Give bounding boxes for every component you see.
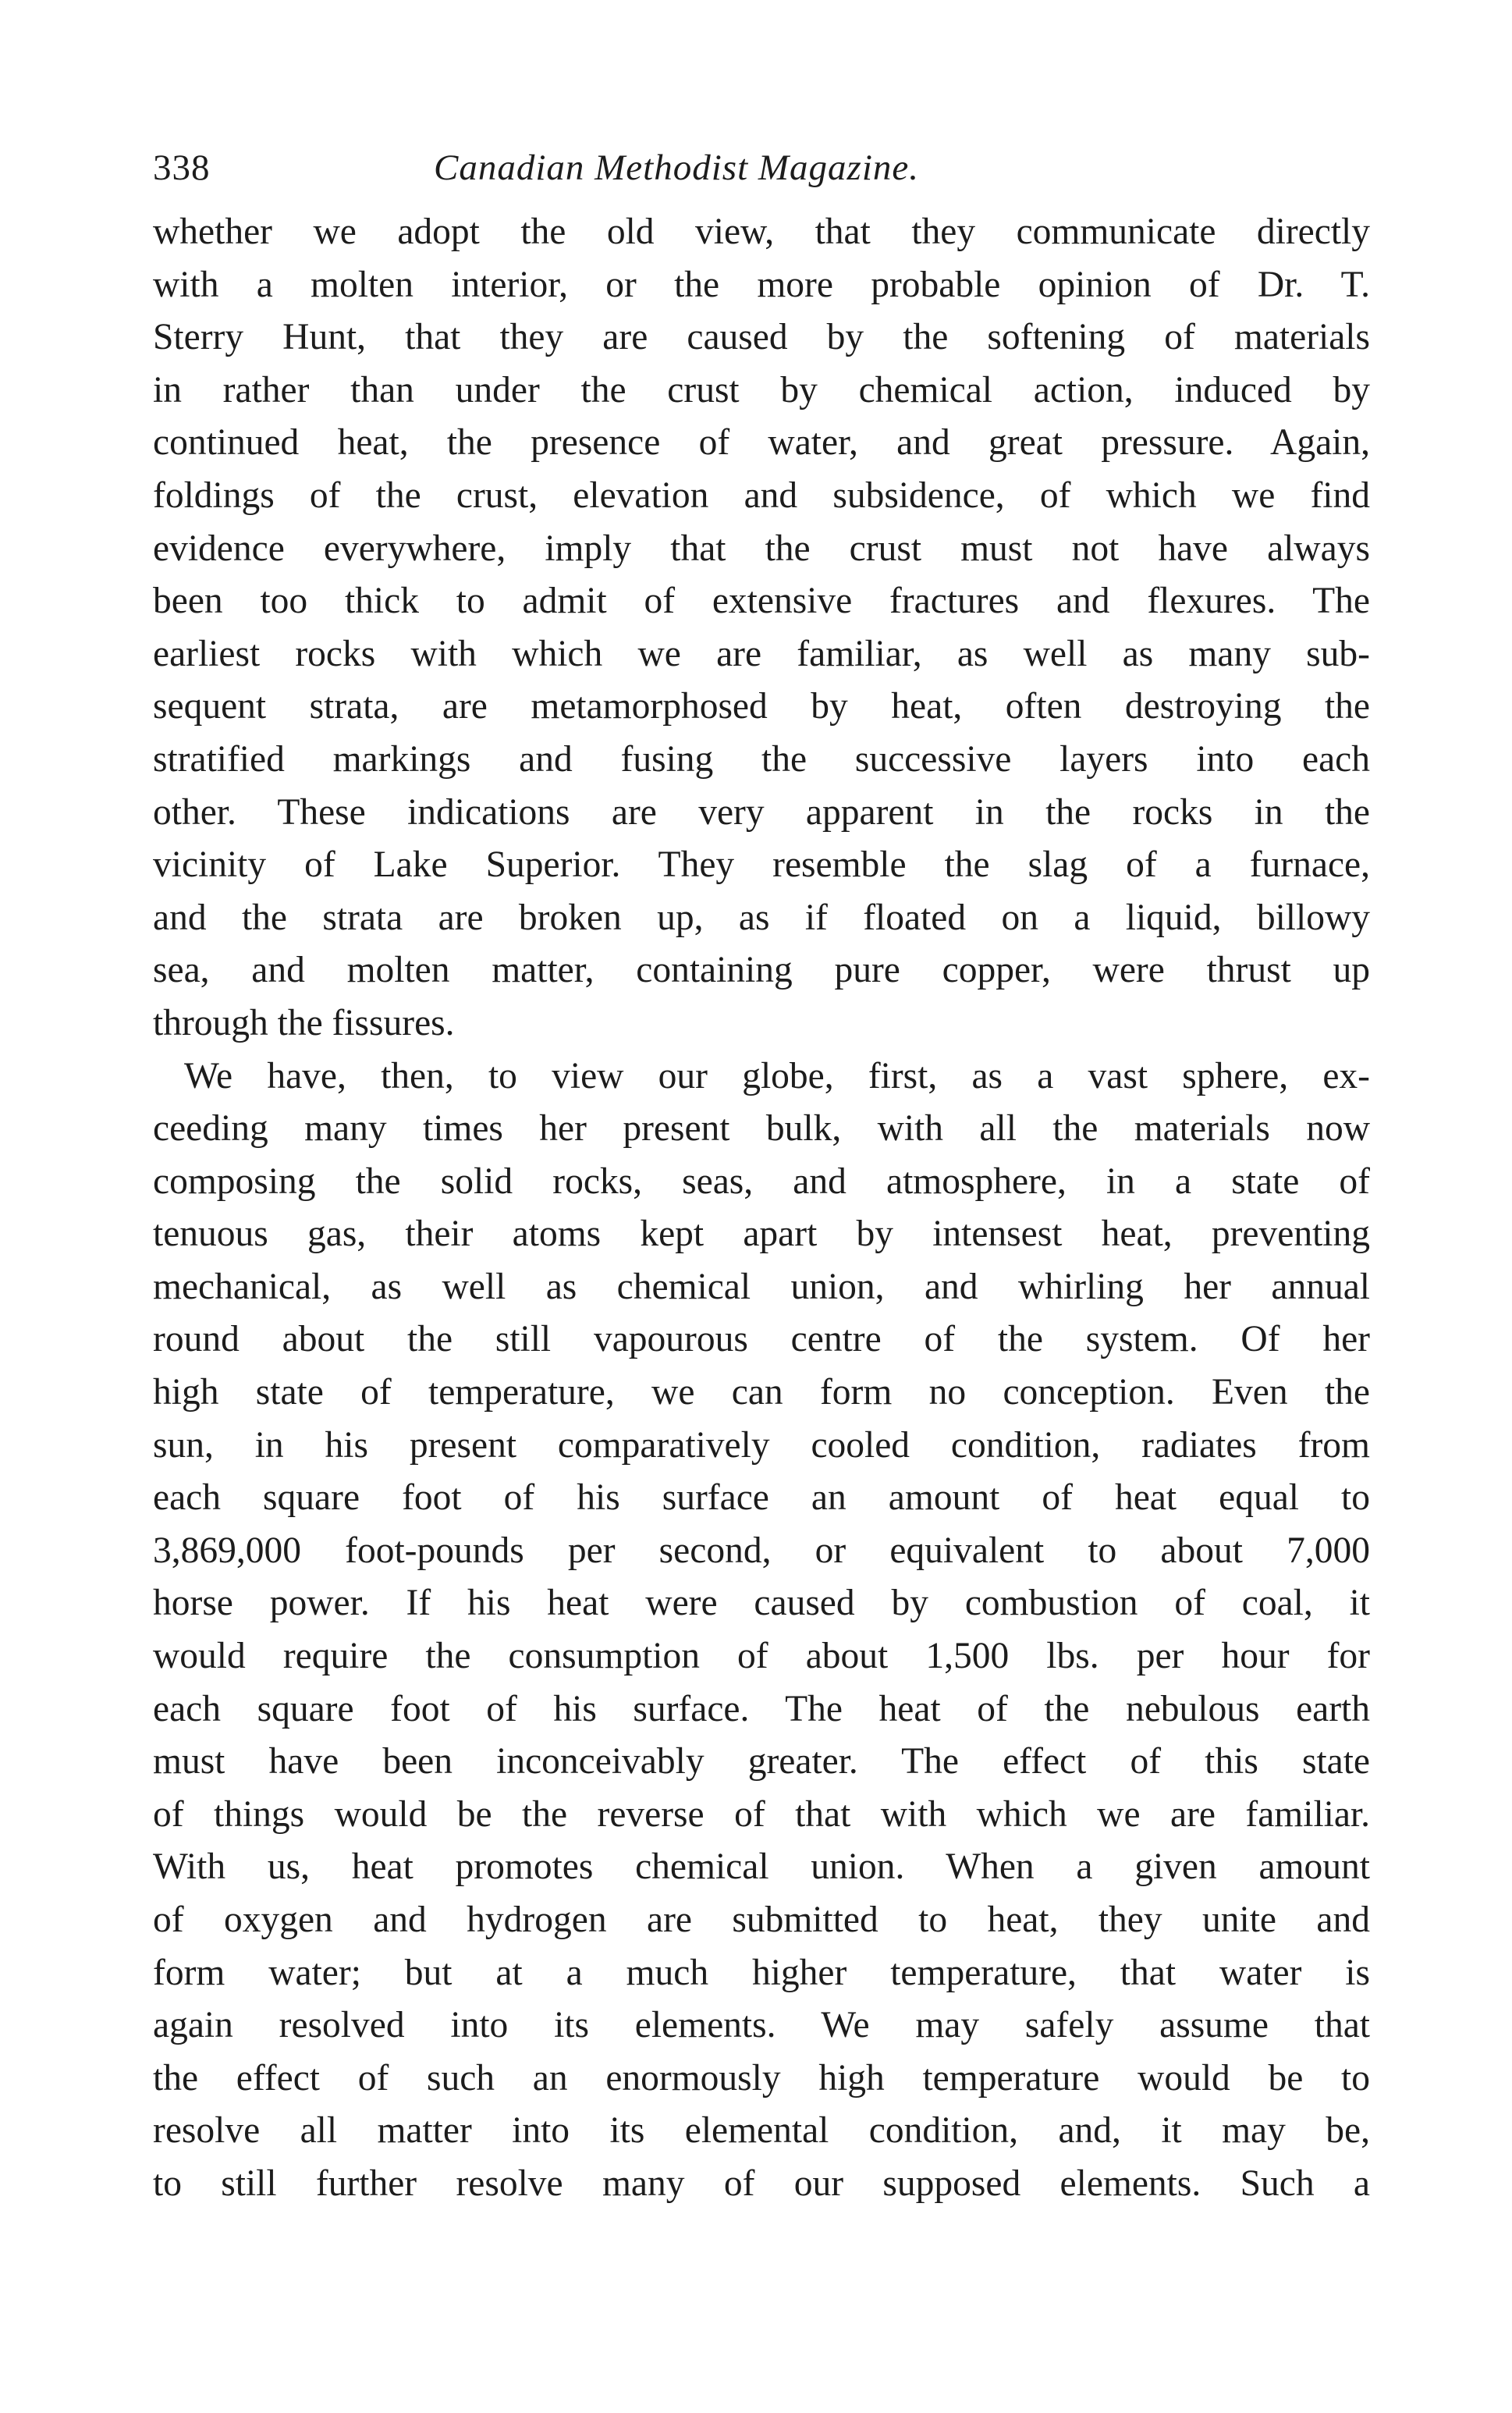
text-line: resolve all matter into its elemental condition, and, it may be,: [153, 2110, 1370, 2152]
text-line: been too thick to admit of extensive fractures and flexures. The: [153, 581, 1370, 622]
text-line: with a molten interior, or the more probable opinion of Dr. T.: [153, 264, 1370, 305]
text-line: again resolved into its elements. We may safely assume that: [153, 2005, 1370, 2046]
text-line: tenuous gas, their atoms kept apart by intensest heat, preventing: [153, 1214, 1370, 1255]
text-line: ceeding many times her present bulk, with all the materials now: [153, 1108, 1370, 1150]
text-line: sea, and molten matter, containing pure copper, were thrust up: [153, 950, 1370, 991]
text-line: form water; but at a much higher temperature, that water is: [153, 1952, 1370, 1993]
text-line: earliest rocks with which we are familiar, as well as many sub-: [153, 633, 1370, 674]
text-line: whether we adopt the old view, that they communicate directly: [153, 211, 1370, 252]
text-line: of oxygen and hydrogen are submitted to heat, they unite and: [153, 1899, 1370, 1940]
text-line: 3,869,000 foot-pounds per second, or equivalent to about 7,000: [153, 1530, 1370, 1571]
text-line: must have been inconceivably greater. The effect of this state: [153, 1741, 1370, 1782]
text-line: in rather than under the crust by chemical action, induced by: [153, 369, 1370, 410]
text-line: continued heat, the presence of water, and great pressure. Again,: [153, 422, 1370, 464]
text-line: each square foot of his surface. The heat of the nebulous earth: [153, 1688, 1370, 1729]
text-line: other. These indications are very apparent in the rocks in the: [153, 791, 1370, 833]
text-line: of things would be the reverse of that with which we are familiar.: [153, 1793, 1370, 1835]
text-line: foldings of the crust, elevation and subsidence, of which we find: [153, 474, 1370, 516]
text-line: vicinity of Lake Superior. They resemble the slag of a furnace,: [153, 844, 1370, 886]
text-line: and the strata are broken up, as if floated on a liquid, billowy: [153, 897, 1370, 938]
running-title: Canadian Methodist Magazine.: [434, 147, 919, 188]
text-line: high state of temperature, we can form no conception. Even the: [153, 1372, 1370, 1413]
text-line: sequent strata, are metamorphosed by heat, often destroying the: [153, 686, 1370, 727]
text-line: each square foot of his surface an amount of heat equal to: [153, 1477, 1370, 1519]
text-line: round about the still vapourous centre of the system. Of her: [153, 1319, 1370, 1360]
text-line: Sterry Hunt, that they are caused by the softening of materials: [153, 317, 1370, 358]
magazine-page: [153, 140, 1370, 2211]
text-line: sun, in his present comparatively cooled condition, radiates from: [153, 1424, 1370, 1466]
text-line: evidence everywhere, imply that the crust must not have always: [153, 528, 1370, 569]
paragraph-1: [153, 206, 1370, 1050]
text-line: mechanical, as well as chemical union, and whirling her annual: [153, 1266, 1370, 1307]
text-line: horse power. If his heat were caused by combustion of coal, it: [153, 1583, 1370, 1624]
text-line: to still further resolve many of our supposed elements. Such a: [153, 2162, 1370, 2204]
body-text: [153, 206, 1370, 2211]
text-line: With us, heat promotes chemical union. When a given amount: [153, 1846, 1370, 1888]
running-head: [153, 140, 1370, 195]
page-number: 338: [153, 147, 211, 188]
text-line: We have, then, to view our globe, first, as a vast sphere, ex-: [184, 1055, 1370, 1096]
text-line: composing the solid rocks, seas, and atmosphere, in a state of: [153, 1160, 1370, 1202]
text-line: through the fissures.: [153, 1002, 455, 1043]
text-line: stratified markings and fusing the successive layers into each: [153, 738, 1370, 780]
paragraph-2: [153, 1050, 1370, 2211]
text-line: would require the consumption of about 1,500 lbs. per hour for: [153, 1636, 1370, 1677]
text-line: the effect of such an enormously high temperature would be to: [153, 2057, 1370, 2098]
